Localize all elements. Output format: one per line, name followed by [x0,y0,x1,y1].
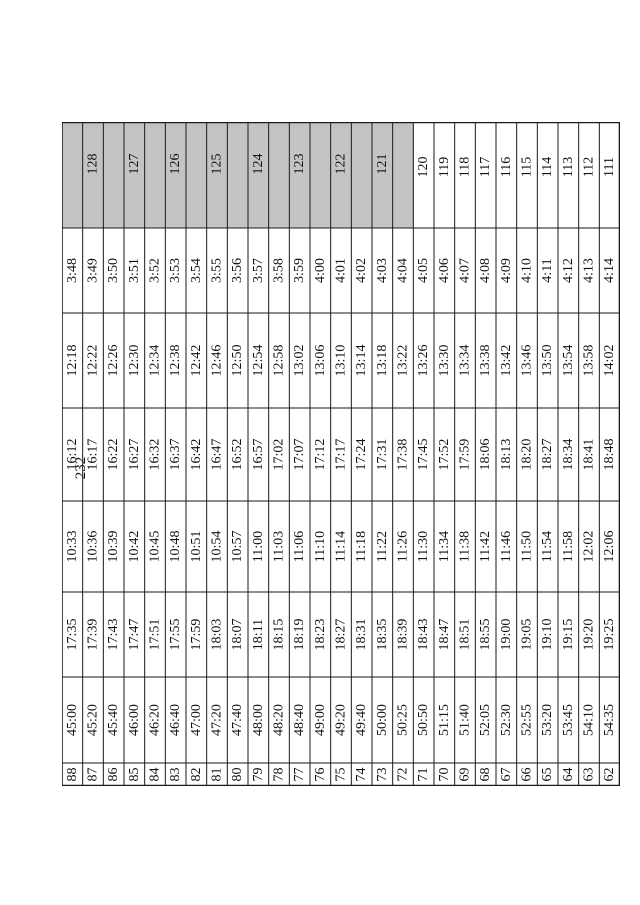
table-cell: 64 [560,767,576,782]
table-cell: 4:03 [374,258,390,283]
table-cell: 16:32 [147,438,163,471]
table-cell: 11:26 [395,530,411,563]
table-cell: 17:43 [106,618,122,651]
table-cell: 10:33 [64,530,80,563]
table-cell: 18:47 [436,618,452,651]
table-cell: 18:06 [478,438,494,471]
table-cell: 47:00 [188,704,204,736]
table-cell: 11:18 [354,530,370,563]
table-cell: 112 [581,156,597,178]
table-cell: 49:20 [333,704,349,736]
table-cell: 18:43 [416,618,432,651]
table-cell: 16:27 [126,438,142,471]
table-cell: 114 [540,156,556,178]
table-cell: 16:22 [106,438,122,471]
table-cell: 3:55 [209,258,225,283]
table-cell: 17:02 [271,438,287,471]
table-cell: 18:15 [271,618,287,651]
table-cell: 76 [312,767,328,782]
table-cell: 10:51 [188,530,204,563]
table-cell: 72 [395,767,411,782]
table-cell: 13:50 [540,344,556,377]
table-cell: 18:55 [478,618,494,651]
table-cell: 10:48 [168,530,184,563]
table-cell: 19:05 [519,618,535,651]
table-cell: 13:26 [416,344,432,377]
table-cell: 18:48 [602,438,618,471]
table-cell: 4:11 [540,258,556,283]
table-cell: 49:00 [312,704,328,736]
table-cell: 54:35 [602,704,618,736]
table-cell: 54:10 [581,704,597,736]
table-cell: 128 [85,153,101,175]
table-cell: 51:40 [457,704,473,736]
table-cell: 4:04 [395,258,411,283]
table-cell: 18:35 [374,618,390,651]
table-cell: 86 [106,767,122,782]
table-cell: 81 [209,767,225,782]
table-cell: 118 [457,156,473,178]
table-cell: 12:50 [230,344,246,377]
table-cell: 3:51 [126,258,142,283]
table-cell: 17:45 [416,438,432,471]
table-cell: 4:12 [560,258,576,283]
table-cell: 12:46 [209,344,225,377]
table-cell: 17:07 [292,438,308,471]
table-cell: 18:20 [519,438,535,471]
table-cell: 85 [126,767,142,782]
table-cell: 3:54 [188,258,204,283]
table-cell: 13:18 [374,344,390,377]
table-cell: 17:12 [312,438,328,471]
table-cell: 87 [85,767,101,782]
table-cell: 11:10 [312,530,328,563]
table-cell: 16:47 [209,438,225,471]
table-cell: 11:30 [416,530,432,563]
table-cell: 13:14 [354,344,370,377]
table-cell: 18:23 [312,618,328,651]
table-cell: 16:52 [230,438,246,471]
table-cell: 124 [250,153,266,175]
table-cell: 3:58 [271,258,287,283]
table-cell: 46:40 [168,704,184,736]
table-cell: 83 [168,767,184,782]
table-cell: 88 [64,767,80,782]
table-cell: 11:42 [478,530,494,563]
table-cell: 11:22 [374,530,390,563]
table-cell: 116 [498,156,514,178]
table-cell: 53:20 [540,704,556,736]
table-cell: 12:58 [271,344,287,377]
shaded-cell [351,122,372,228]
shaded-cell [145,122,166,228]
table-cell: 75 [333,767,349,782]
table-cell: 45:00 [64,704,80,736]
shaded-cell [103,122,124,228]
table-cell: 62 [602,767,618,782]
table-cell: 10:54 [209,530,225,563]
table-cell: 4:07 [457,258,473,283]
table-cell: 3:53 [168,258,184,283]
table-cell: 18:27 [333,618,349,651]
table-cell: 17:59 [188,618,204,651]
table-cell: 45:20 [85,704,101,736]
table-cell: 14:02 [602,344,618,377]
table-cell: 46:20 [147,704,163,736]
table-grid [62,122,620,786]
table-cell: 3:56 [230,258,246,283]
table-cell: 126 [168,153,184,175]
table-cell: 70 [436,767,452,782]
table-cell: 13:22 [395,344,411,377]
table-cell: 13:34 [457,344,473,377]
table-cell: 12:42 [188,344,204,377]
table-cell: 13:54 [560,344,576,377]
table-cell: 11:03 [271,530,287,563]
table-cell: 46:00 [126,704,142,736]
table-cell: 17:39 [85,618,101,651]
table-cell: 115 [519,156,535,178]
table-cell: 49:40 [354,704,370,736]
table-cell: 4:14 [602,258,618,283]
table-cell: 19:15 [560,618,576,651]
table-cell: 10:42 [126,530,142,563]
table-cell: 4:10 [519,258,535,283]
table-cell: 18:51 [457,618,473,651]
table-cell: 19:00 [498,618,514,651]
table-cell: 12:34 [147,344,163,377]
table-cell: 68 [478,767,494,782]
table-cell: 11:00 [250,530,266,563]
table-cell: 71 [416,767,432,782]
table-cell: 12:22 [85,344,101,377]
table-cell: 3:49 [85,258,101,283]
table-cell: 16:12 [64,438,80,471]
table-cell: 121 [374,153,390,175]
table-cell: 16:42 [188,438,204,471]
table-cell: 11:14 [333,530,349,563]
table-cell: 13:58 [581,344,597,377]
table-cell: 82 [188,767,204,782]
table-cell: 18:34 [560,438,576,471]
table-cell: 18:27 [540,438,556,471]
table-cell: 65 [540,767,556,782]
table-cell: 4:09 [498,258,514,283]
shaded-cell [269,122,290,228]
table-cell: 16:57 [250,438,266,471]
table-cell: 16:17 [85,438,101,471]
table-cell: 4:01 [333,258,349,283]
rotated-data-table [62,122,620,786]
table-cell: 122 [333,153,349,175]
table-cell: 13:10 [333,344,349,377]
table-cell: 3:48 [64,258,80,283]
table-cell: 18:31 [354,618,370,651]
shaded-cell [227,122,248,228]
table-cell: 18:03 [209,618,225,651]
table-cell: 12:06 [602,530,618,563]
table-cell: 11:50 [519,530,535,563]
table-cell: 17:17 [333,438,349,471]
table-cell: 17:51 [147,618,163,651]
table-cell: 48:00 [250,704,266,736]
table-cell: 4:05 [416,258,432,283]
table-cell: 73 [374,767,390,782]
table-cell: 17:35 [64,618,80,651]
table-cell: 111 [602,157,618,177]
table-cell: 51:15 [436,704,452,736]
table-cell: 18:39 [395,618,411,651]
table-cell: 11:54 [540,530,556,563]
shaded-cell [62,122,83,228]
table-cell: 12:18 [64,344,80,377]
table-cell: 17:59 [457,438,473,471]
table-cell: 127 [126,153,142,175]
table-cell: 63 [581,767,597,782]
shaded-cell [310,122,331,228]
table-cell: 18:13 [498,438,514,471]
table-cell: 17:31 [374,438,390,471]
table-cell: 12:30 [126,344,142,377]
table-cell: 52:55 [519,704,535,736]
table-cell: 4:08 [478,258,494,283]
table-cell: 45:40 [106,704,122,736]
table-cell: 18:19 [292,618,308,651]
table-cell: 13:38 [478,344,494,377]
table-cell: 4:06 [436,258,452,283]
table-cell: 120 [416,156,432,178]
table-cell: 13:30 [436,344,452,377]
table-cell: 3:57 [250,258,266,283]
table-cell: 47:20 [209,704,225,736]
table-cell: 18:11 [250,618,266,651]
table-cell: 84 [147,767,163,782]
table-cell: 10:39 [106,530,122,563]
table-cell: 17:55 [168,618,184,651]
table-cell: 17:38 [395,438,411,471]
table-cell: 3:52 [147,258,163,283]
table-cell: 17:52 [436,438,452,471]
table-cell: 77 [292,767,308,782]
table-cell: 10:57 [230,530,246,563]
table-cell: 117 [478,156,494,178]
table-cell: 119 [436,156,452,178]
shaded-cell [186,122,207,228]
table-cell: 125 [209,153,225,175]
table-cell: 13:02 [292,344,308,377]
table-cell: 12:54 [250,344,266,377]
table-cell: 4:02 [354,258,370,283]
table-cell: 69 [457,767,473,782]
table-cell: 48:20 [271,704,287,736]
table-cell: 18:07 [230,618,246,651]
table-cell: 74 [354,767,370,782]
table-cell: 11:46 [498,530,514,563]
table-cell: 11:58 [560,530,576,563]
table-cell: 12:38 [168,344,184,377]
table-cell: 12:26 [106,344,122,377]
table-cell: 50:25 [395,704,411,736]
table-cell: 18:41 [581,438,597,471]
page-number: 232 [73,456,89,480]
table-cell: 113 [560,156,576,178]
table-cell: 52:30 [498,704,514,736]
table-cell: 3:59 [292,258,308,283]
table-cell: 12:02 [581,530,597,563]
table-cell: 19:10 [540,618,556,651]
table-cell: 4:13 [581,258,597,283]
table-cell: 3:50 [106,258,122,283]
table-cell: 48:40 [292,704,308,736]
table-cell: 50:00 [374,704,390,736]
table-cell: 11:06 [292,530,308,563]
table-cell: 67 [498,767,514,782]
table-cell: 19:25 [602,618,618,651]
table-cell: 78 [271,767,287,782]
table-cell: 13:42 [498,344,514,377]
table-cell: 4:00 [312,258,328,283]
table-cell: 80 [230,767,246,782]
table-cell: 16:37 [168,438,184,471]
table-cell: 19:20 [581,618,597,651]
table-cell: 53:45 [560,704,576,736]
shaded-cell [393,122,414,228]
table-cell: 47:40 [230,704,246,736]
table-cell: 123 [292,153,308,175]
table-cell: 50:50 [416,704,432,736]
table-cell: 13:46 [519,344,535,377]
table-cell: 10:36 [85,530,101,563]
table-cell: 10:45 [147,530,163,563]
table-cell: 79 [250,767,266,782]
table-cell: 11:34 [436,530,452,563]
table-cell: 52:05 [478,704,494,736]
table-cell: 17:24 [354,438,370,471]
table-cell: 17:47 [126,618,142,651]
table-cell: 13:06 [312,344,328,377]
table-cell: 66 [519,767,535,782]
table-cell: 11:38 [457,530,473,563]
